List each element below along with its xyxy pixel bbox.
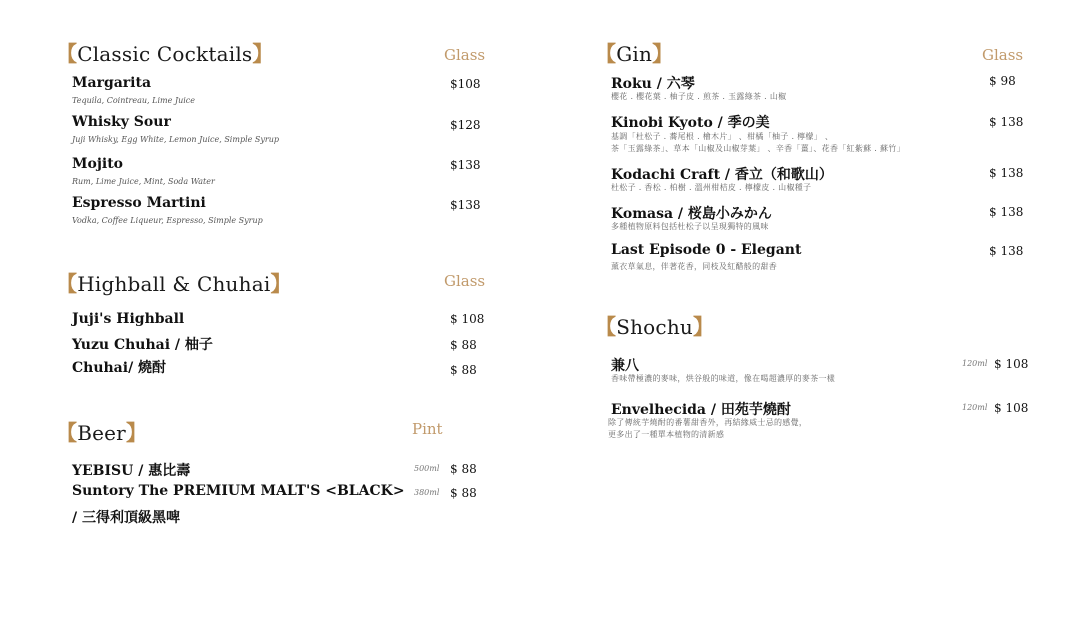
menu-item-name-line2: / 三得利頂級黑啤 — [72, 510, 180, 526]
bracket-close-icon: 】 — [125, 420, 148, 445]
bracket-open-icon: 【 — [595, 41, 617, 66]
column-header-glass: Glass — [982, 46, 1024, 64]
menu-item-description: 香味帶極濃的麥味，烘谷般的味道，像在喝超濃厚的麥茶一樣 — [611, 374, 836, 383]
section-title-gin — [595, 38, 673, 68]
menu-item-name: Kinobi Kyoto / 季の美 — [611, 115, 770, 131]
section-title-text: Gin — [616, 42, 653, 66]
menu-item-name: YEBISU / 惠比壽 — [72, 463, 191, 479]
menu-item-description: 櫻花 . 櫻花葉 . 柚子皮 . 煎茶 . 玉露綠茶 . 山椒 — [611, 92, 787, 101]
menu-item-price: $138 — [450, 198, 481, 212]
section-title-shochu — [595, 311, 714, 341]
menu-item-price: $ 88 — [450, 486, 477, 500]
menu-item-description: 茶「玉露綠茶」、草本「山椒及山椒芽葉」 、辛香「薑」、花香「紅紫蘇 . 蘇竹」 — [611, 144, 905, 153]
menu-item-name: Komasa / 桜島小みかん — [611, 206, 772, 222]
menu-item-name: Yuzu Chuhai / 柚子 — [72, 337, 213, 353]
menu-item-price: $ 138 — [989, 115, 1024, 129]
menu-item-name: Whisky Sour — [72, 114, 171, 130]
menu-item-price: $ 108 — [994, 357, 1029, 371]
section-title-text: Classic Cocktails — [77, 42, 253, 66]
menu-item-name: Juji's Highball — [72, 311, 185, 327]
menu-item-description: 除了傳統芋燒酎的番薯甜香外，再結緣威士忌的感覺， — [608, 418, 808, 427]
section-title-text: Highball & Chuhai — [77, 272, 271, 296]
menu-item-price: $ 138 — [989, 166, 1024, 180]
bracket-open-icon: 【 — [56, 41, 78, 66]
menu-item-volume: 380ml — [414, 488, 440, 497]
bracket-close-icon: 】 — [693, 314, 715, 339]
bracket-close-icon: 】 — [270, 271, 292, 296]
menu-item-description: 薰衣草氣息，伴著花香，同枝及紅醋般的甜香 — [611, 262, 777, 271]
menu-item-name: Mojito — [72, 156, 124, 172]
menu-item-name: Kodachi Craft / 香立（和歌山） — [611, 167, 833, 183]
menu-item-price: $ 88 — [450, 363, 477, 377]
menu-item-description: 杜松子 . 香松 . 柏樹 . 溫州柑桔皮 . 檸檬皮 . 山椒種子 — [611, 183, 812, 192]
bracket-open-icon: 【 — [56, 271, 78, 296]
menu-item-price: $ 108 — [450, 312, 485, 326]
menu-item-name: Envelhecida / 田苑芋燒酎 — [611, 402, 791, 418]
menu-item-name: Espresso Martini — [72, 195, 206, 211]
menu-item-price: $128 — [450, 118, 481, 132]
menu-item-name: Margarita — [72, 75, 152, 91]
menu-item-description: 更多出了一種單本植物的清新感 — [608, 430, 725, 439]
section-title-beer — [56, 417, 147, 447]
bracket-open-icon: 【 — [595, 314, 617, 339]
section-title-highball-chuhai — [56, 268, 292, 298]
menu-item-volume: 500ml — [414, 464, 440, 473]
menu-item-description: Tequila, Cointreau, Lime Juice — [72, 96, 195, 105]
bracket-open-icon: 【 — [56, 420, 78, 445]
menu-item-name: Last Episode 0 - Elegant — [611, 242, 802, 258]
menu-item-description: 多種植物原料包括杜松子以呈現獨特的風味 — [611, 222, 769, 231]
menu-item-price: $ 138 — [989, 244, 1024, 258]
menu-item-price: $ 138 — [989, 205, 1024, 219]
menu-item-volume: 120ml — [962, 359, 988, 368]
menu-item-volume: 120ml — [962, 403, 988, 412]
menu-item-description: 基調「杜松子 . 蕎尾根 . 檜木片」 、柑橘「柚子 . 檸檬」 、 — [611, 132, 834, 141]
menu-item-price: $138 — [450, 158, 481, 172]
menu-item-description: Rum, Lime Juice, Mint, Soda Water — [72, 177, 215, 186]
section-title-text: Shochu — [616, 315, 693, 339]
column-header-glass: Glass — [444, 272, 486, 290]
menu-item-name: Suntory The PREMIUM MALT'S <BLACK> — [72, 483, 405, 499]
menu-item-price: $ 108 — [994, 401, 1029, 415]
menu-item-description: Vodka, Coffee Liqueur, Espresso, Simple Syrup — [72, 216, 263, 225]
section-title-text: Beer — [77, 421, 126, 445]
menu-item-name: 兼八 — [611, 358, 639, 374]
menu-item-price: $ 88 — [450, 462, 477, 476]
menu-item-description: Juji Whisky, Egg White, Lemon Juice, Simple Syrup — [72, 135, 280, 144]
column-header-glass: Glass — [444, 46, 486, 64]
bracket-close-icon: 】 — [652, 41, 674, 66]
column-header-pint: Pint — [412, 420, 443, 438]
menu-item-price: $ 88 — [450, 338, 477, 352]
bracket-close-icon: 】 — [252, 41, 274, 66]
menu-item-price: $108 — [450, 77, 481, 91]
menu-item-price: $ 98 — [989, 74, 1016, 88]
menu-item-name: Chuhai/ 燒酎 — [72, 360, 167, 376]
menu-item-name: Roku / 六琴 — [611, 76, 695, 92]
section-title-classic-cocktails — [56, 38, 274, 68]
